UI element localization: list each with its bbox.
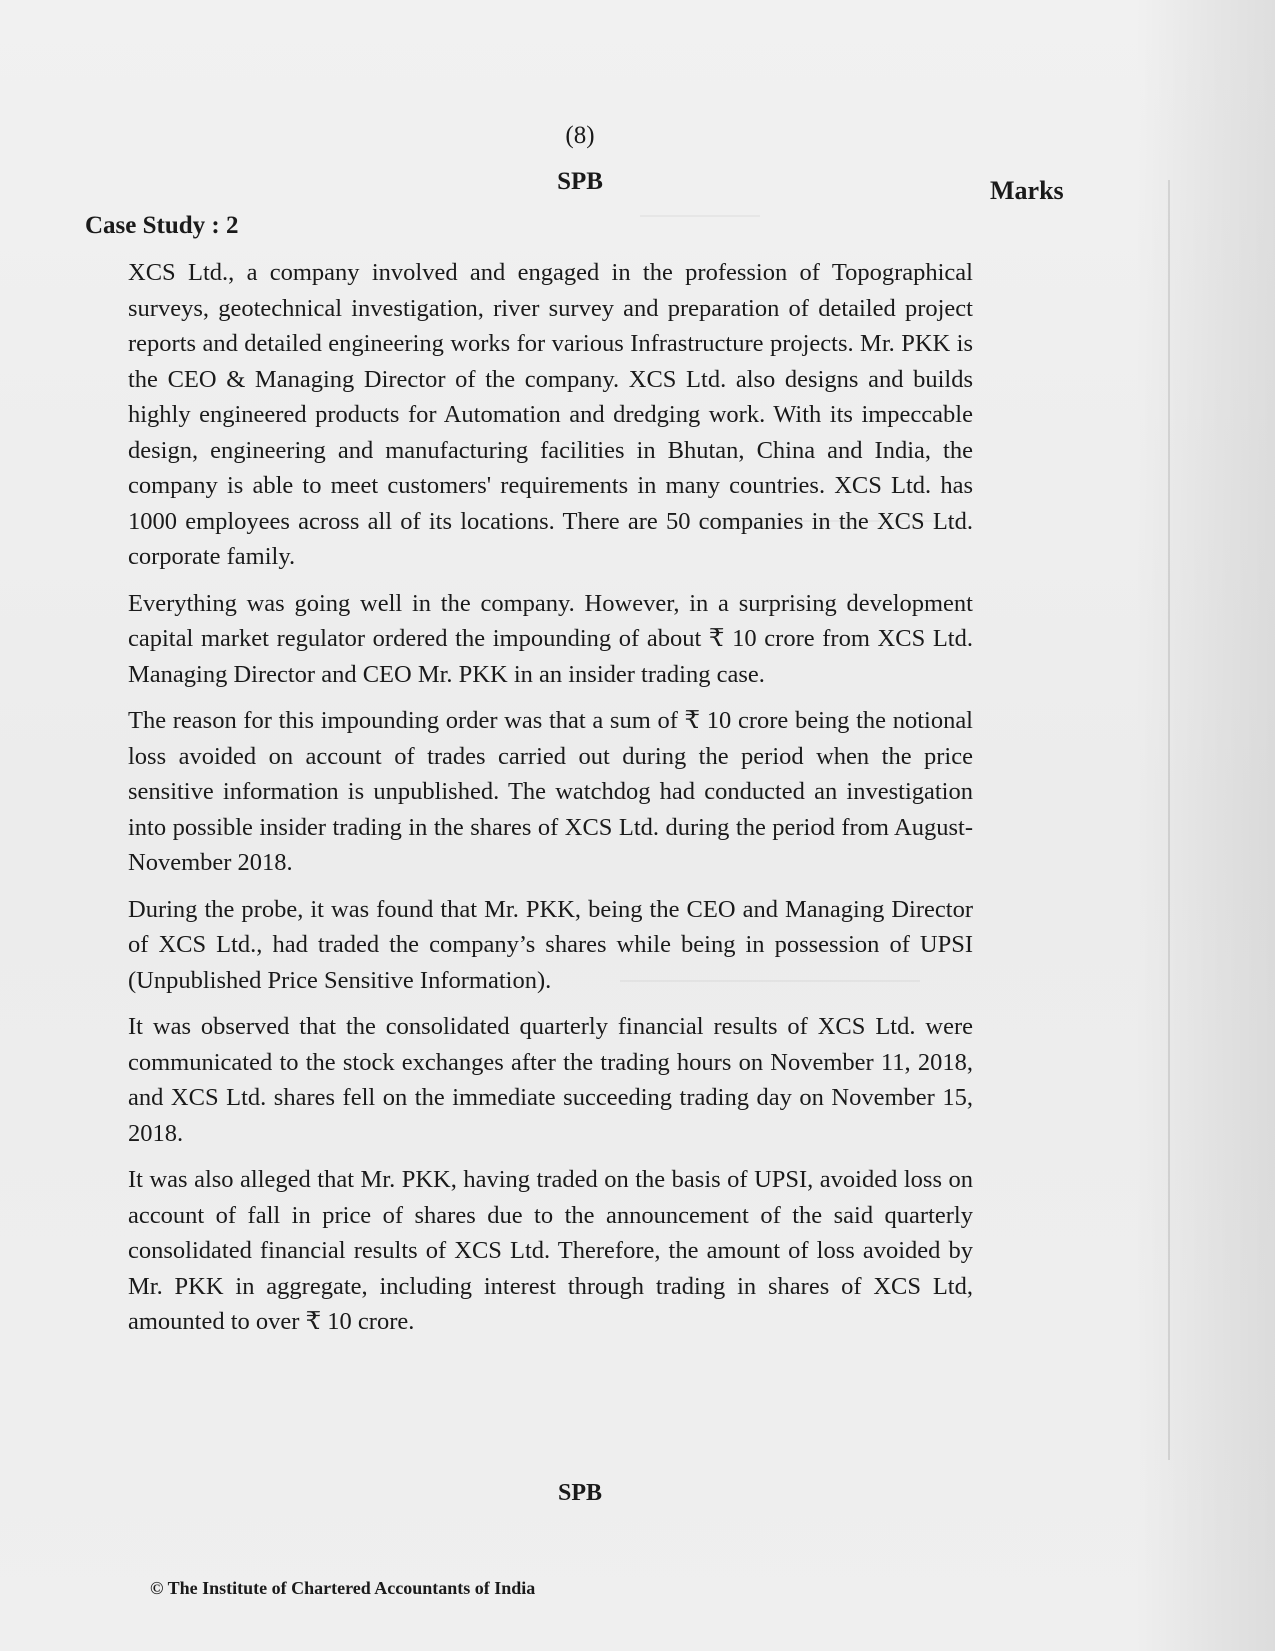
case-study-body bbox=[128, 255, 973, 1351]
page-number: (8) bbox=[565, 122, 595, 149]
paragraph-probe: During the probe, it was found that Mr. PKK, being the CEO and Managing Director of XCS Ltd., had traded the company’s shares while being in possession of UPSI (Unpublished Price Sensitive Information). bbox=[128, 895, 973, 994]
paragraph-impounding-order: Everything was going well in the company. However, in a surprising development capital market regulator ordered the impounding of about ₹ 10 crore from XCS Ltd. Managing Director and CEO Mr. PKK in an insider trading case. bbox=[128, 589, 973, 688]
bleed-through-mark bbox=[640, 215, 760, 217]
paragraph-company-profile: XCS Ltd., a company involved and engaged in the profession of Topographical surveys, geotechnical investigation, river survey and preparation of detailed project reports and detailed engineering works for various Infrastructure projects. Mr. PKK is the CEO & Managing Director of the company. XCS Ltd. also designs and builds highly engineered products for Automation and dredging work. With its impeccable design, engineering and manufacturing facilities in Bhutan, China and India, the company is able to meet customers' requirements in many countries. XCS Ltd. has 1000 employees across all of its locations. There are 50 companies in the XCS Ltd. corporate family. bbox=[128, 259, 973, 570]
case-study-heading: Case Study : 2 bbox=[85, 212, 239, 239]
copyright-notice: © The Institute of Chartered Accountants of India bbox=[150, 1578, 536, 1598]
paper-code-bottom: SPB bbox=[557, 1480, 602, 1506]
binding-edge-line bbox=[1168, 180, 1170, 1460]
paragraph-observation: It was observed that the consolidated quarterly financial results of XCS Ltd. were communicated to the stock exchanges after the trading hours on November 11, 2018, and XCS Ltd. shares fell on the immediate succeeding trading day on November 15, 2018. bbox=[128, 1013, 973, 1147]
page-edge-shadow bbox=[1135, 0, 1275, 1651]
paper-code-top: SPB bbox=[557, 168, 603, 195]
marks-column-label: Marks bbox=[990, 176, 1064, 205]
paragraph-reason: The reason for this impounding order was that a sum of ₹ 10 crore being the notional loss avoided on account of trades carried out during the period when the price sensitive information is unpublished. The watchdog had conducted an investigation into possible insider trading in the shares of XCS Ltd. during the period from August-November 2018. bbox=[128, 707, 973, 876]
paragraph-allegation: It was also alleged that Mr. PKK, having traded on the basis of UPSI, avoided loss on account of fall in price of shares due to the announcement of the said quarterly consolidated financial results of XCS Ltd. Therefore, the amount of loss avoided by Mr. PKK in aggregate, including interest through trading in shares of XCS Ltd, amounted to over ₹ 10 crore. bbox=[128, 1166, 973, 1335]
